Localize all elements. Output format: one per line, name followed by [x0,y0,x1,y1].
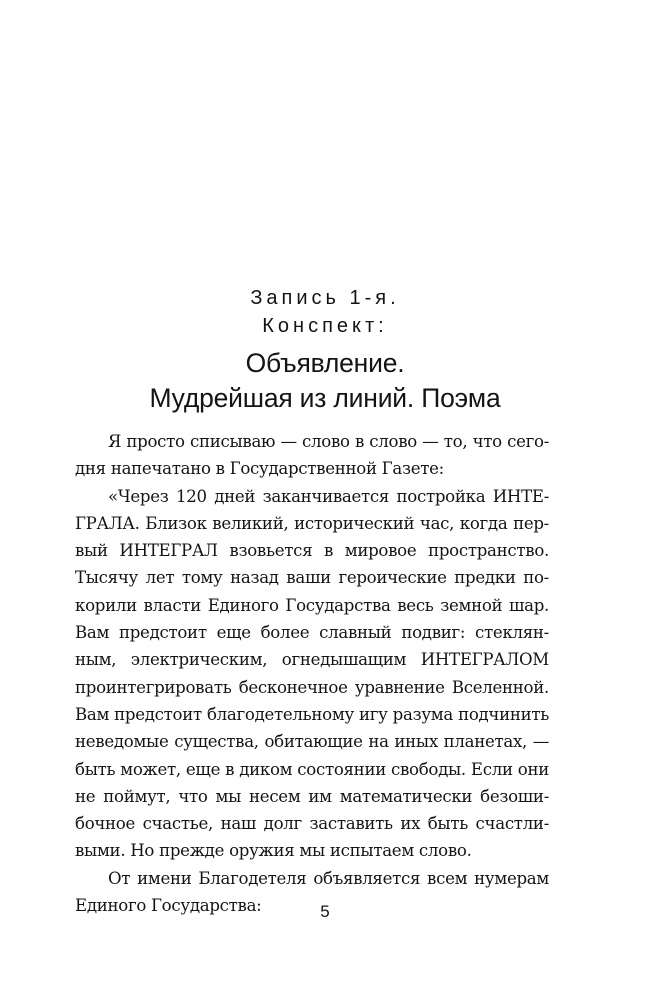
text-line: не поймут, что мы несем им математически безоши- [75,786,549,806]
entry-summary-label: Конспект: [262,315,388,337]
chapter-title-line-1: Объявление. [245,348,405,378]
text-line: вый ИНТЕГРАЛ взовьется в мировое пространство. [75,541,549,561]
text-line: ГРАЛА. Близок великий, исторический час, когда пер- [75,513,549,533]
text-line: дня напечатано в Государственной Газете: [75,459,444,479]
text-line: неведомые существа, обитающие на иных планетах, — [75,732,549,752]
text-line: Единого Государства: [75,896,262,916]
text-line: Тысячу лет тому назад ваши героические предки по- [75,568,549,588]
page-number: 5 [320,902,330,921]
body-text [75,428,549,919]
text-line: Я просто списываю — слово в слово — то, что сего- [108,432,549,451]
text-line: От имени Благодетеля объявляется всем нумерам [108,868,549,888]
text-line: ным, электрическим, огнедышащим ИНТЕГРАЛОМ [75,650,549,670]
text-line: быть может, еще в диком состоянии свободы. Если они [75,759,549,779]
text-line: Вам предстоит благодетельному игу разума подчинить [75,704,549,724]
text-line: выми. Но прежде оружия мы испытаем слово. [75,841,472,861]
text-line: бочное счастье, наш долг заставить их быть счастли- [75,814,549,834]
text-line: «Через 120 дней заканчивается постройка ИНТЕ- [108,486,549,506]
entry-number-heading: Запись 1-я. [250,287,400,309]
text-line: Вам предстоит еще более славный подвиг: стеклян- [75,623,549,643]
text-line: корили власти Единого Государства весь земной шар. [75,595,549,615]
chapter-title-line-2: Мудрейшая из линий. Поэма [149,383,501,413]
text-line: проинтегрировать бесконечное уравнение Вселенной. [75,677,549,697]
